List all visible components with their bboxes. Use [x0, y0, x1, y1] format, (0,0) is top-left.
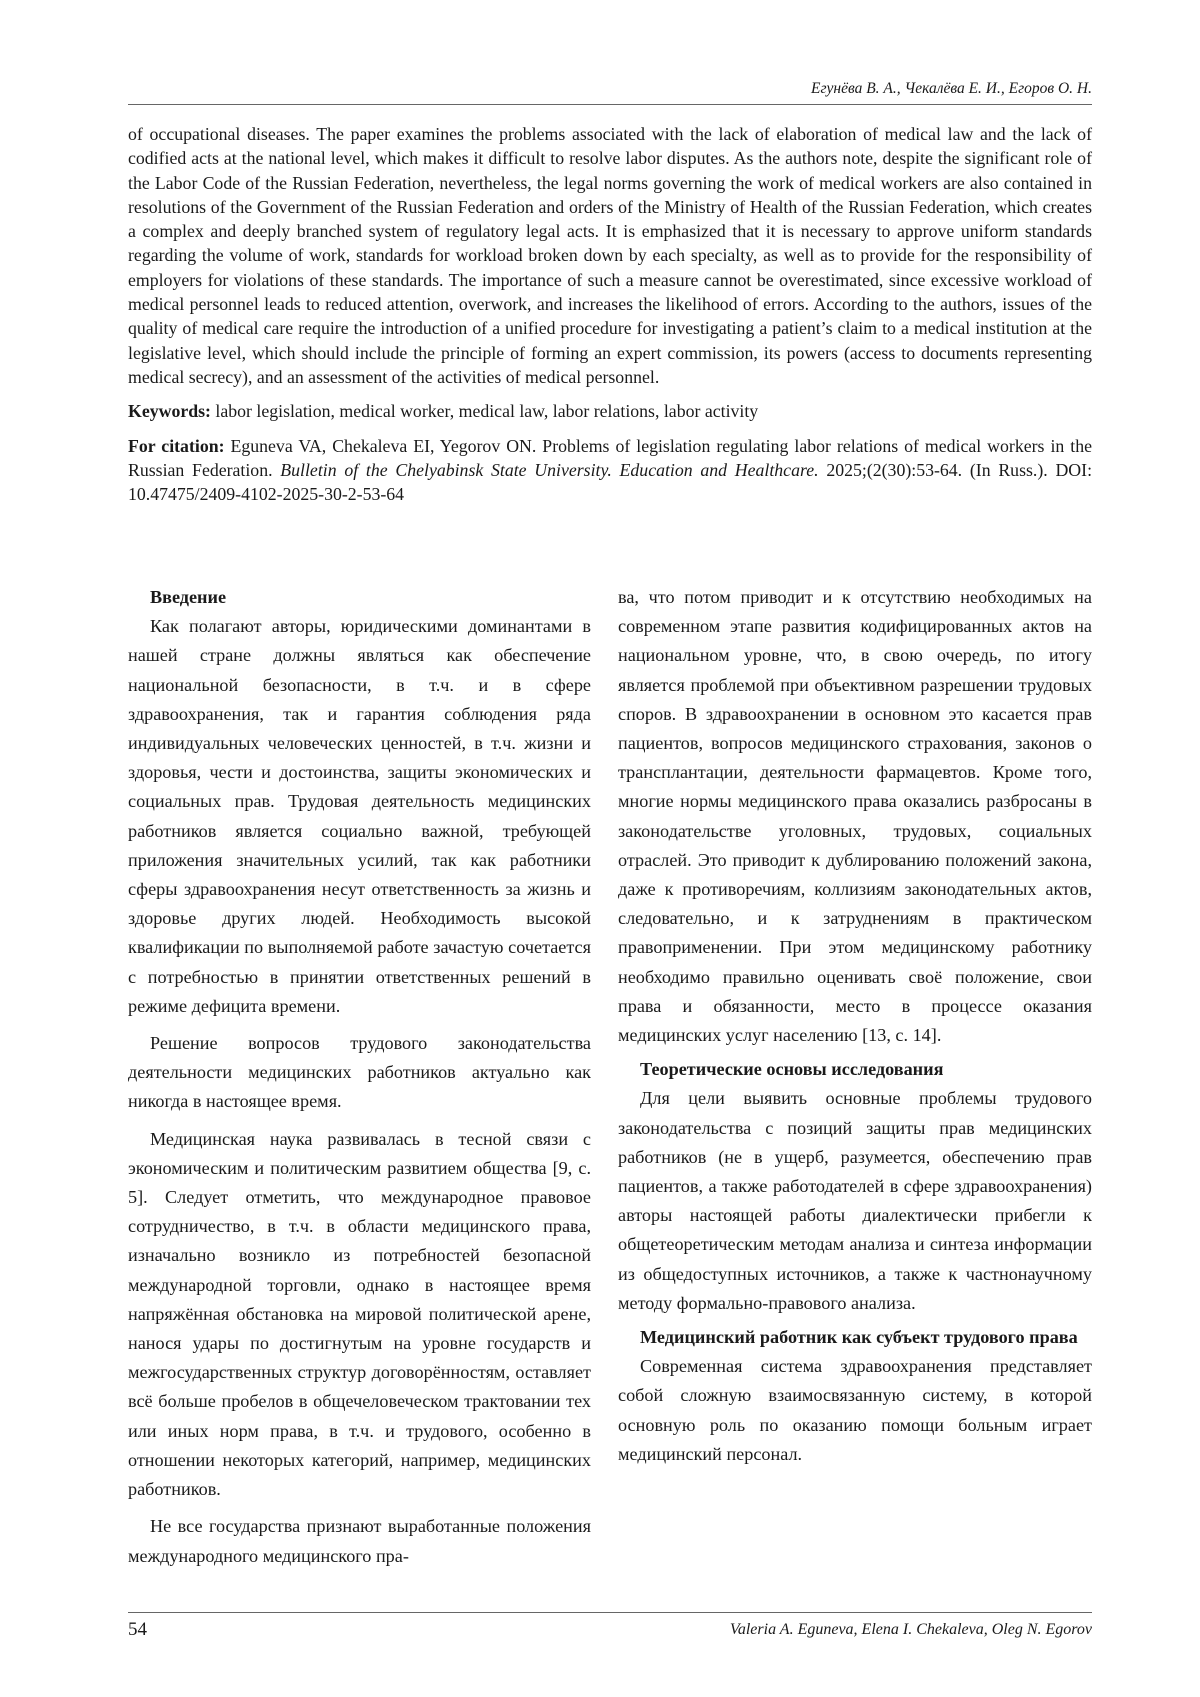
footer-rule: [128, 1612, 1092, 1613]
footer-authors: Valeria A. Eguneva, Elena I. Chekaleva, Oleg N. Egorov: [729, 1621, 1092, 1638]
citation-label: For citation:: [128, 435, 225, 456]
paragraph: ва, что потом приводит и к отсутствию необходимых на современном этапе развития кодифицированных актов на национальном уровне, что, в свою очередь, по итогу является проблемой при объективном разрешении трудовых споров. В здравоохранении в основном это касается прав пациентов, вопросов медицинского страхования, законов о трансплантации, деятельности фармацевтов. Кроме того, многие нормы медицинского права оказались разбросаны в законодательстве уголовных, трудовых, социальных отраслей. Это приводит к дублированию положений закона, даже к противоречиям, коллизиям законодательных актов, следовательно, и к затруднениям в практическом правоприменении. При этом медицинскому работнику необходимо правильно оценивать своё положение, свои права и обязанности, место в процессе оказания медицинских услуг населению [13, с. 14].: [618, 587, 1092, 1046]
citation-journal: Bulletin of the Chelyabinsk State University. Education and Healthcare.: [280, 459, 819, 480]
paragraph: Как полагают авторы, юридическими доминантами в нашей стране должны являться как обеспечение национальной безопасности, в т.ч. и в сфере здравоохранения, так и гарантия соблюдения ряда индивидуальных человеческих ценностей, в т.ч. жизни и здоровья, чести и достоинства, защиты экономических и социальных прав. Трудовая деятельность медицинских работников является социально важной, требующей приложения значительных усилий, так как работники сферы здравоохранения несут ответственность за жизнь и здоровье других людей. Необходимость высокой квалификации по выполняемой работе зачастую сочетается с потребностью в принятии ответственных решений в режиме дефицита времени.: [128, 616, 591, 1016]
section-heading-theory: Теоретические основы исследования: [640, 1059, 944, 1080]
paragraph: Не все государства признают выработанные положения международного медицинского пра-: [128, 1516, 591, 1566]
left-column: [128, 583, 591, 1571]
paragraph: Современная система здравоохранения представляет собой сложную взаимосвязанную систему, в которой основную роль по оказанию помощи больным играет медицинский персонал.: [618, 1356, 1092, 1464]
citation-text: Eguneva VA, Chekaleva EI, Yegorov ON. Problems of legislation regulating labor relations of medical workers in the Russian Federation.: [128, 435, 1092, 480]
page-number: 54: [128, 1619, 147, 1640]
keywords-line: [128, 399, 1092, 423]
abstract-block: [128, 122, 1092, 506]
citation-line: [128, 434, 1092, 507]
section-heading-subject: Медицинский работник как субъект трудового права: [640, 1327, 1078, 1348]
header-rule: [128, 104, 1092, 105]
paragraph: Медицинская наука развивалась в тесной связи с экономическим и политическим развитием общества [9, с. 5]. Следует отметить, что международное правовое сотрудничество, в т.ч. в области медицинского права, изначально возникло из потребностей безопасной международной торговли, однако в настоящее время напряжённая обстановка на мировой политической арене, нанося удары по достигнутым на уровне государств и межгосударственных структур договорённостям, оставляет всё больше пробелов в общечеловеческом трактовании тех или иных норм права, в т.ч. и трудового, особенно в отношении некоторых категорий, например, медицинских работников.: [128, 1128, 591, 1500]
keywords-label: Keywords:: [128, 401, 211, 422]
paragraph: Решение вопросов трудового законодательства деятельности медицинских работников актуально как никогда в настоящее время.: [128, 1033, 591, 1112]
abstract-text: of occupational diseases. The paper examines the problems associated with the lack of elaboration of medical law and the lack of codified acts at the national level, which makes it difficult to resolve labor disputes. As the authors note, despite the significant role of the Labor Code of the Russian Federation, nevertheless, the legal norms governing the work of medical workers are also contained in resolutions of the Government of the Russian Federation and orders of the Ministry of Health of the Russian Federation, which creates a complex and deeply branched system of regulatory legal acts. It is emphasized that it is necessary to approve uniform standards regarding the volume of work, standards for workload broken down by each specialty, as well as to provide for the responsibility of employers for violations of these standards. The importance of such a measure cannot be overestimated, since excessive workload of medical personnel leads to reduced attention, overwork, and increases the likelihood of errors. According to the authors, issues of the quality of medical care require the introduction of a unified procedure for investigating a patient’s claim to a medical institution at the legislative level, which should include the principle of forming an expert commission, its powers (access to documents representing medical secrecy), and an assessment of the activities of medical personnel.: [128, 124, 1092, 387]
right-column: [618, 583, 1092, 1469]
citation-details: 2025;(2(30):53-64. (In Russ.). DOI: 10.47475/2409-4102-2025-30-2-53-64: [128, 459, 1093, 505]
running-head: Егунёва В. А., Чекалёва Е. И., Егоров О. Н.: [811, 80, 1092, 97]
keywords-text: labor legislation, medical worker, medical law, labor relations, labor activity: [215, 401, 759, 422]
section-heading-introduction: Введение: [150, 587, 227, 607]
paragraph: Для цели выявить основные проблемы трудового законодательства с позиций защиты прав медицинских работников (не в ущерб, разумеется, обеспечению прав пациентов, а также работодателей в сфере здравоохранения) авторы настоящей работы диалектически прибегли к общетеоретическим методам анализа и синтеза информации из общедоступных источников, а также к частнонаучному методу формально-правового анализа.: [618, 1088, 1092, 1313]
